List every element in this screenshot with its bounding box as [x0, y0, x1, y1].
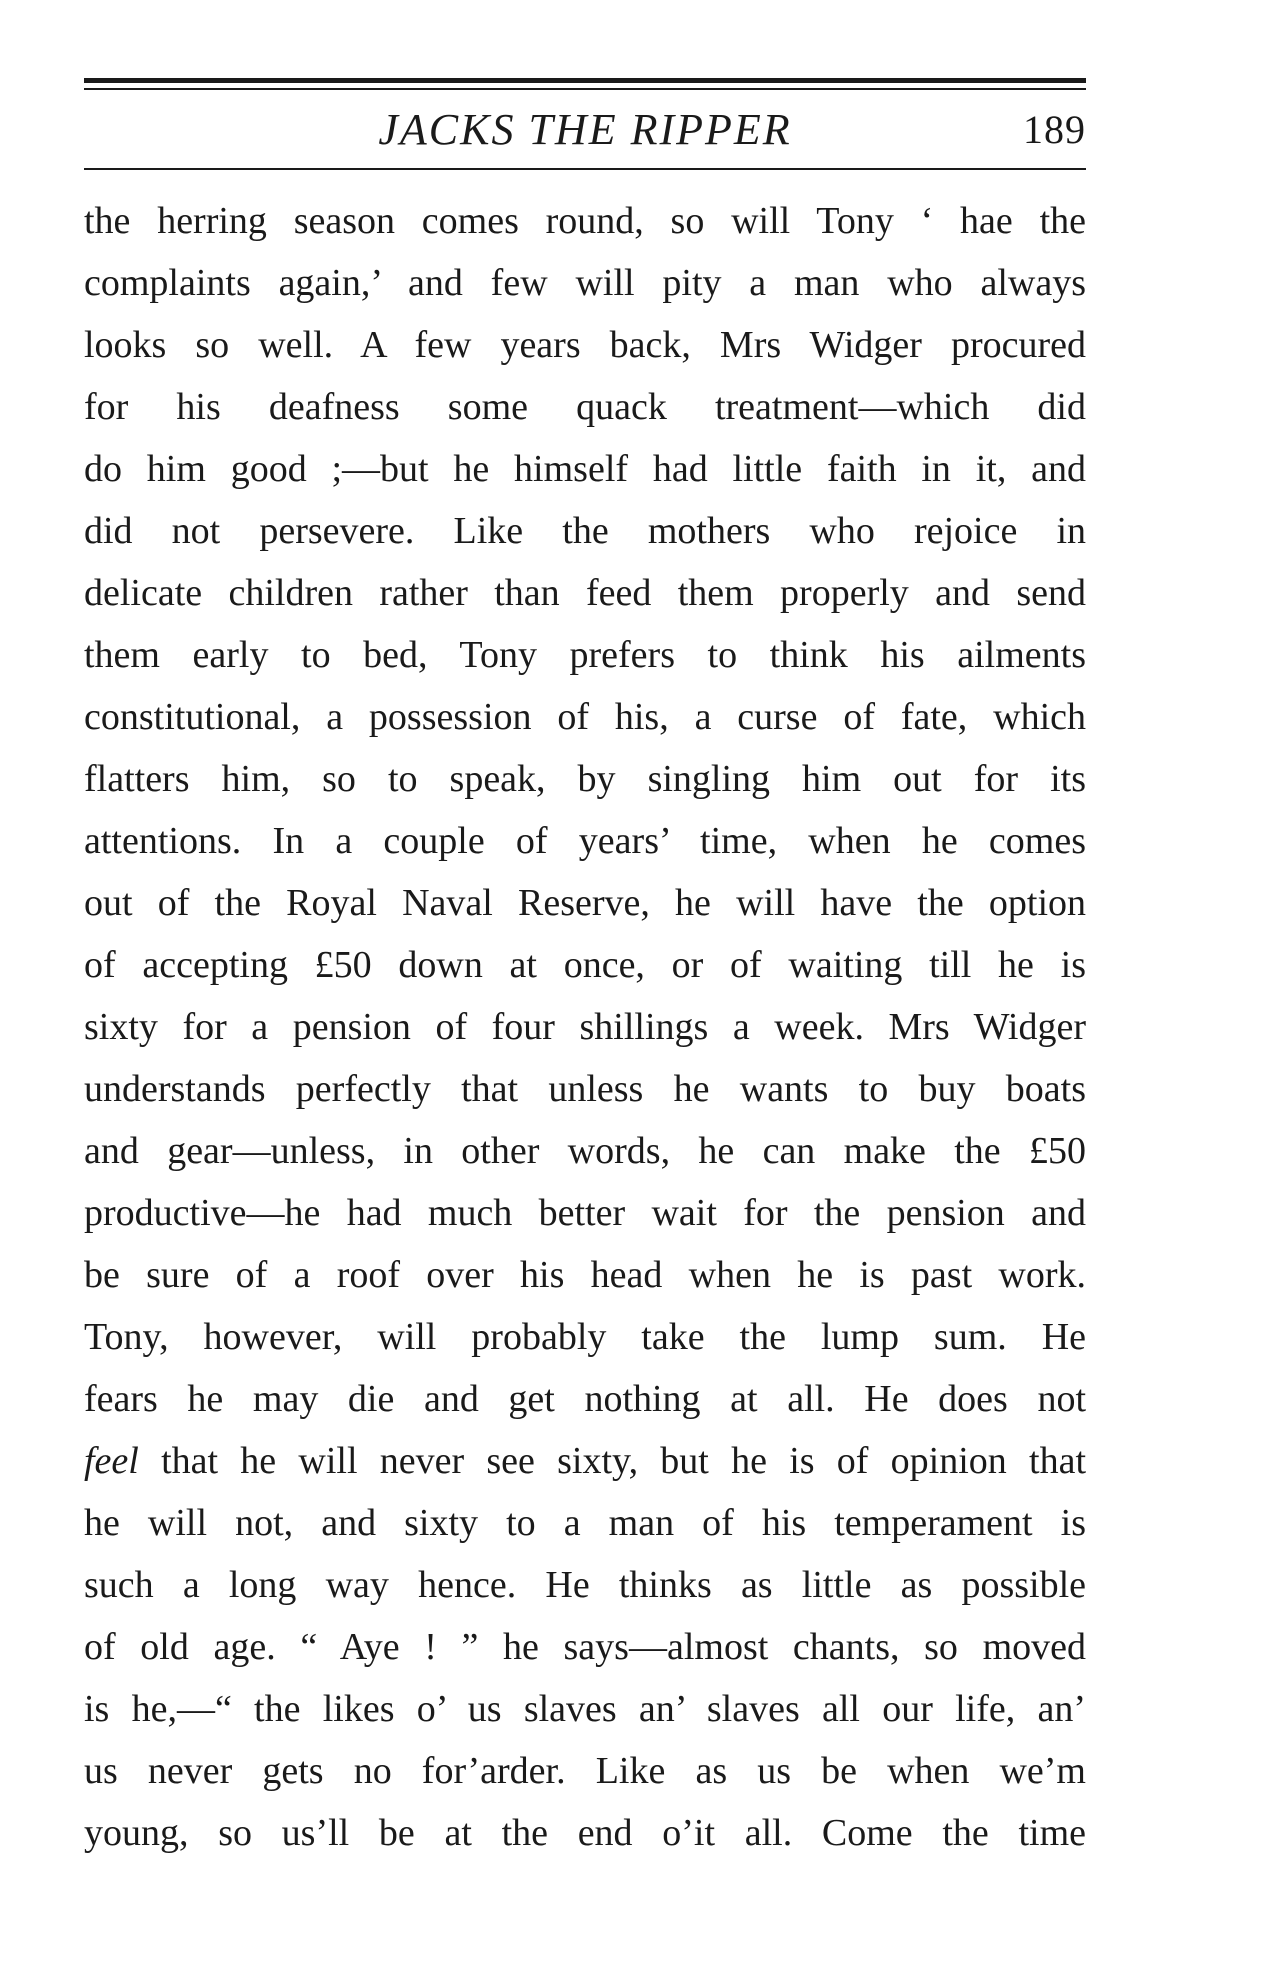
- text-line: us never gets no for’arder. Like as us be when we’m: [84, 1750, 1086, 1792]
- header-rule: [84, 168, 1086, 170]
- text-line: the herring season comes round, so will Tony ‘ hae the: [84, 200, 1086, 242]
- text-line: attentions. In a couple of years’ time, when he comes: [84, 820, 1086, 862]
- top-rule-thick: [84, 78, 1086, 83]
- text-line: sixty for a pension of four shillings a week. Mrs Widger: [84, 1006, 1086, 1048]
- text-line: complaints again,’ and few will pity a man who always: [84, 262, 1086, 304]
- text-line: is he,—“ the likes o’ us slaves an’ slaves all our life, an’: [84, 1688, 1086, 1730]
- text-line: for his deafness some quack treatment—which did: [84, 386, 1086, 428]
- running-title: JACKS THE RIPPER: [378, 105, 792, 154]
- italic-word: feel: [84, 1440, 139, 1482]
- page-number: 189: [1023, 107, 1086, 152]
- text-line: looks so well. A few years back, Mrs Widger procured: [84, 324, 1086, 366]
- text-line: feel that he will never see sixty, but he is of opinion that: [84, 1440, 1086, 1482]
- text-line: such a long way hence. He thinks as little as possible: [84, 1564, 1086, 1606]
- text-line: flatters him, so to speak, by singling him out for its: [84, 758, 1086, 800]
- text-line: productive—he had much better wait for the pension and: [84, 1192, 1086, 1234]
- text-line: do him good ;—but he himself had little faith in it, and: [84, 448, 1086, 490]
- text-line: delicate children rather than feed them properly and send: [84, 572, 1086, 614]
- text-line: Tony, however, will probably take the lump sum. He: [84, 1316, 1086, 1358]
- text-line: of accepting £50 down at once, or of waiting till he is: [84, 944, 1086, 986]
- text-line: fears he may die and get nothing at all. He does not: [84, 1378, 1086, 1420]
- text-line: them early to bed, Tony prefers to think his ailments: [84, 634, 1086, 676]
- text-line: understands perfectly that unless he wants to buy boats: [84, 1068, 1086, 1110]
- running-head: [84, 102, 1086, 158]
- text-line: he will not, and sixty to a man of his temperament is: [84, 1502, 1086, 1544]
- text-line: constitutional, a possession of his, a curse of fate, which: [84, 696, 1086, 738]
- text-line: young, so us’ll be at the end o’it all. Come the time: [84, 1812, 1086, 1854]
- text-line: did not persevere. Like the mothers who rejoice in: [84, 510, 1086, 552]
- text-line: of old age. “ Aye ! ” he says—almost chants, so moved: [84, 1626, 1086, 1668]
- top-rule-thin: [84, 88, 1086, 90]
- body-text: [84, 190, 1086, 1864]
- text-line: be sure of a roof over his head when he is past work.: [84, 1254, 1086, 1296]
- text-line: and gear—unless, in other words, he can make the £50: [84, 1130, 1086, 1172]
- text-line: out of the Royal Naval Reserve, he will have the option: [84, 882, 1086, 924]
